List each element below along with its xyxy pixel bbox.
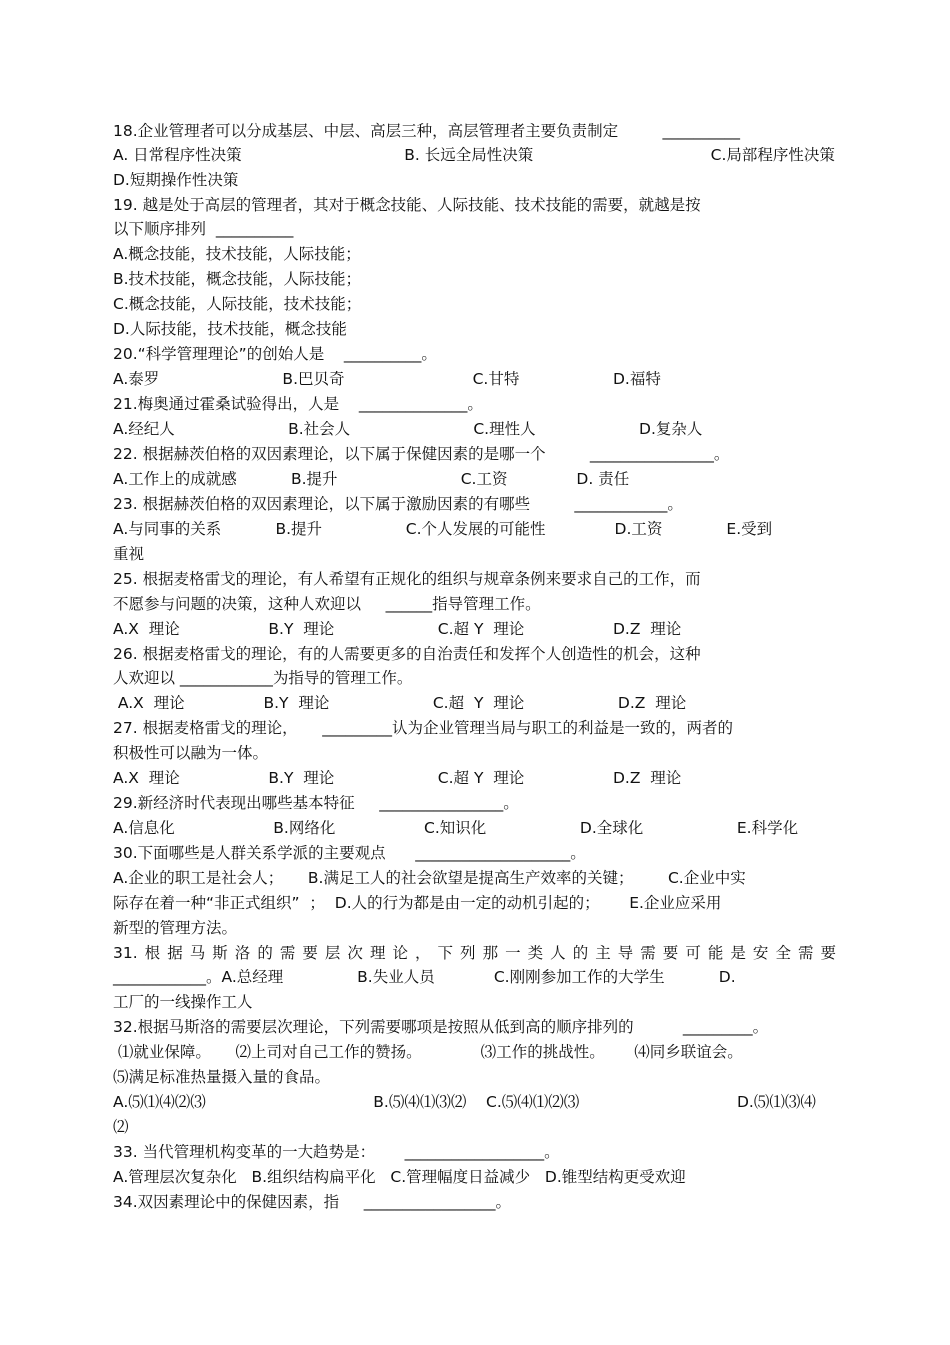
q19-option-b: B.技术技能，概念技能，人际技能；: [113, 270, 362, 288]
q29-options: A.信息化 B.网络化 C.知识化 D.全球化 E.科学化: [113, 819, 799, 837]
q32-options-cont: ⑵: [113, 1118, 129, 1136]
q31-stem: 31.根据马斯洛的需要层次理论，下列那一类人的主导需要可能是安全需要: [113, 944, 836, 962]
q19-option-c: C.概念技能，人际技能，技术技能；: [113, 295, 362, 313]
q32-stem: 32.根据马斯洛的需要层次理论，下列需要哪项是按照从低到高的顺序排列的 _________。: [113, 1018, 769, 1036]
q30-options-2: 际存在着一种“非正式组织” ； D.人的行为都是由一定的动机引起的； E.企业应采用: [113, 894, 722, 912]
q25-options: A.X 理论 B.Y 理论 C.超 Y 理论 D.Z 理论: [113, 620, 682, 638]
q32-options: A.⑸⑴⑷⑵⑶ B.⑸⑷⑴⑶⑵ C.⑸⑷⑴⑵⑶ D.⑸⑴⑶⑷: [113, 1093, 816, 1111]
q18-option-d: D.短期操作性决策: [113, 171, 239, 189]
q20-stem: 20.“科学管理理论”的创始人是 __________。: [113, 345, 437, 363]
q26-stem: 26. 根据麦格雷戈的理论，有的人需要更多的自治责任和发挥个人创造性的机会，这种: [113, 645, 701, 663]
q19-option-d: D.人际技能，技术技能，概念技能: [113, 320, 347, 338]
q25-stem-cont: 不愿参与问题的决策，这种人欢迎以 ______指导管理工作。: [113, 595, 541, 613]
q27-options: A.X 理论 B.Y 理论 C.超 Y 理论 D.Z 理论: [113, 769, 682, 787]
q33-options: A.管理层次复杂化 B.组织结构扁平化 C.管理幅度日益减少 D.锥型结构更受欢迎: [113, 1168, 686, 1186]
q19-stem: 19. 越是处于高层的管理者，其对于概念技能、人际技能、技术技能的需要，就越是按: [113, 196, 701, 214]
q32-items-cont: ⑸满足标准热量摄入量的食品。: [113, 1068, 331, 1086]
q33-stem: 33. 当代管理机构变革的一大趋势是： __________________。: [113, 1143, 560, 1161]
q20-options: A.泰罗 B.巴贝奇 C.甘特 D.福特: [113, 370, 661, 388]
q21-options: A.经纪人 B.社会人 C.理性人 D.复杂人: [113, 420, 703, 438]
q21-stem: 21.梅奥通过霍桑试验得出，人是 ______________。: [113, 395, 483, 413]
q18-stem: 18.企业管理者可以分成基层、中层、高层三种，高层管理者主要负责制定 __________: [113, 122, 740, 140]
q19-option-a: A.概念技能，技术技能，人际技能；: [113, 245, 361, 263]
q30-stem: 30.下面哪些是人群关系学派的主要观点 ____________________。: [113, 844, 586, 862]
q18-options: A. 日常程序性决策 B. 长远全局性决策 C.局部程序性决策: [113, 146, 835, 164]
q34-stem: 34.双因素理论中的保健因素，指 _________________。: [113, 1193, 512, 1211]
q32-items: ⑴就业保障。 ⑵上司对自己工作的赞扬。 ⑶工作的挑战性。 ⑷同乡联谊会。: [113, 1043, 743, 1061]
q19-stem-cont: 以下顺序排列 __________: [113, 220, 294, 238]
q30-options-1: A.企业的职工是社会人； B.满足工人的社会欲望是提高生产效率的关键； C.企业中实: [113, 869, 746, 887]
q31-options-cont: 工厂的一线操作工人: [113, 993, 253, 1011]
q23-options: A.与同事的关系 B.提升 C.个人发展的可能性 D.工资 E.受到: [113, 520, 773, 538]
q22-options: A.工作上的成就感 B.提升 C.工资 D. 责任: [113, 470, 630, 488]
q27-stem-cont: 积极性可以融为一体。: [113, 744, 269, 762]
q26-stem-cont: 人欢迎以 ____________为指导的管理工作。: [113, 669, 413, 687]
q23-stem: 23. 根据赫茨伯格的双因素理论，以下属于激励因素的有哪些 ____________。: [113, 495, 683, 513]
q26-options: A.X 理论 B.Y 理论 C.超 Y 理论 D.Z 理论: [113, 694, 687, 712]
q25-stem: 25. 根据麦格雷戈的理论，有人希望有正规化的组织与规章条例来要求自己的工作，而: [113, 570, 701, 588]
q23-options-cont: 重视: [113, 545, 145, 563]
q29-stem: 29.新经济时代表现出哪些基本特征 ________________。: [113, 794, 519, 812]
q30-options-3: 新型的管理方法。: [113, 919, 238, 937]
q22-stem: 22. 根据赫茨伯格的双因素理论，以下属于保健因素的是哪一个 ________________。: [113, 445, 730, 463]
q31-options: ____________。A.总经理 B.失业人员 C.刚刚参加工作的大学生 D.: [113, 968, 736, 986]
q27-stem: 27. 根据麦格雷戈的理论， _________认为企业管理当局与职工的利益是一致的，两者的: [113, 719, 733, 737]
